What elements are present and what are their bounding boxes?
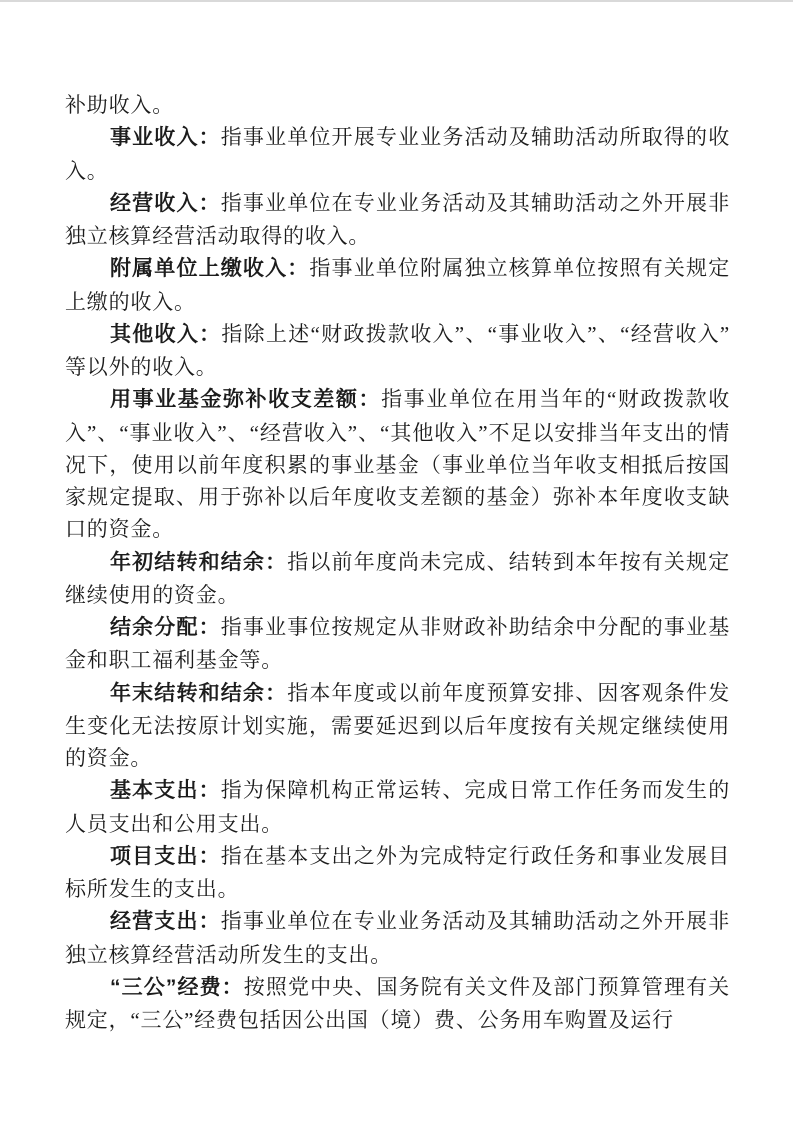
definition-text: 指事业单位在专业业务活动及其辅助活动之外开展非独立核算经营活动所发生的支出。 (65, 909, 730, 967)
term-bold: 年初结转和结余： (110, 550, 288, 574)
definition-paragraph (65, 318, 730, 384)
definition-paragraph (65, 252, 730, 318)
definition-paragraph (65, 383, 730, 545)
definition-text: 指以前年度尚未完成、结转到本年按有关规定继续使用的资金。 (65, 549, 730, 607)
definition-text: 指为保障机构正常运转、完成日常工作任务而发生的人员支出和公用支出。 (65, 778, 730, 836)
term-bold: 结余分配： (110, 616, 221, 639)
term-bold: 事业收入： (110, 126, 221, 150)
term-bold: 其他收入： (110, 322, 222, 346)
page-top-edge-line (0, 0, 793, 2)
term-bold: 附属单位上缴收入： (110, 257, 310, 281)
definition-paragraph (65, 121, 730, 187)
definition-text: 补助收入。 (65, 93, 174, 117)
definition-paragraph (65, 774, 730, 840)
definition-text: 指事业单位在专业业务活动及其辅助活动之外开展非独立核算经营活动取得的收入。 (65, 190, 730, 248)
definition-paragraph (65, 677, 730, 775)
definition-text: 指在基本支出之外为完成特定行政任务和事业发展目标所发生的支出。 (65, 843, 730, 901)
definition-paragraph (65, 611, 730, 677)
definition-paragraph (65, 971, 730, 1037)
term-bold: 项目支出： (110, 844, 221, 868)
term-bold: 经营支出： (110, 910, 221, 934)
term-bold: 年末结转和结余： (110, 681, 288, 705)
definition-text: 指本年度或以前年度预算安排、因客观条件发生变化无法按原计划实施，需要延迟到以后年度按有关规定继续使用的资金。 (65, 680, 730, 770)
term-bold: “三公”经费： (110, 975, 244, 999)
definition-text: 指事业单位附属独立核算单位按照有关规定上缴的收入。 (65, 256, 731, 314)
definition-paragraph (65, 546, 730, 612)
term-bold: 基本支出： (110, 779, 221, 803)
definition-paragraph (65, 840, 730, 906)
definition-text: 指除上述“财政拨款收入”、“事业收入”、“经营收入”等以外的收入。 (65, 321, 731, 379)
definition-paragraph (65, 905, 730, 971)
definition-text: 指事业单位在用当年的“财政拨款收入”、“事业收入”、“经营收入”、“其他收入”不足以安排当年支出的情况下，使用以前年度积累的事业基金（事业单位当年收支相抵后按国家规定提取、用于弥补以后年度收支差额的基金）弥补本年度收支缺口的资金。 (65, 387, 730, 542)
definition-paragraph (65, 89, 730, 121)
definition-text: 指事业事位按规定从非财政补助结余中分配的事业基金和职工福利基金等。 (65, 615, 730, 673)
term-bold: 经营收入： (110, 191, 221, 215)
document-body (65, 89, 730, 1036)
definition-text: 按照党中央、国务院有关文件及部门预算管理有关规定，“三公”经费包括因公出国（境）费、公务用车购置及运行 (65, 974, 730, 1032)
definition-paragraph (65, 187, 730, 253)
term-bold: 用事业基金弥补收支差额： (110, 388, 382, 412)
definition-text: 指事业单位开展专业业务活动及辅助活动所取得的收入。 (65, 125, 730, 183)
